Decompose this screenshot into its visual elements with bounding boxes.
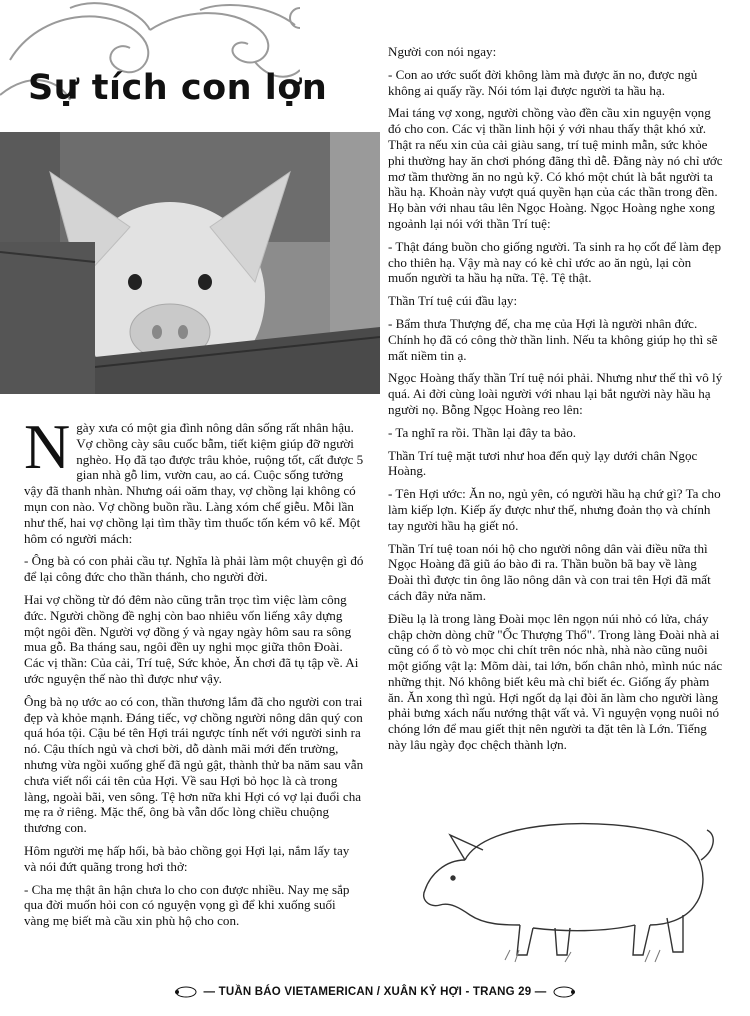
- footer-text: — TUẦN BÁO VIETAMERICAN / XUÂN KỶ HỢI - TRANG 29 —: [203, 986, 547, 999]
- paragraph: Thần Trí tuệ cúi đầu lạy:: [388, 293, 518, 309]
- drop-cap: N: [24, 411, 71, 482]
- paragraph: Điều lạ là trong làng Đoài mọc lên ngọn núi nhỏ có lửa, cháy chập chờn dòng chữ "Ốc Thượng Thổ". Trong làng Đoài nhà ai cũng có ổ tò vò mọc chi chít trên nóc nhà, nhà nào cũng nuôi một giống vật lạ: Mõm dài, tai lớn, bốn chân nhỏ, mình núc nác những thịt. Nó không biết kêu mà chỉ biết éc. Giống ấy phàm ăn. Ăn xong thì ngủ. Hợi ngốt dạ lại đòi ăn làm cho người làng phải bưng xách nấu nướng thật vất vả. Vì nguyện vọng nuôi nó chóng lớn để mau giết thịt nên người ta đặt tên là Lớn. Tiếng này lâu ngày đọc chệch thành lợn.: [388, 610, 723, 753]
- right-column: [388, 44, 724, 760]
- paragraph: - Ta nghĩ ra rồi. Thần lại đây ta bảo.: [388, 424, 577, 440]
- paragraph: Ngọc Hoàng thấy thần Trí tuệ nói phải. Nhưng như thế thì vô lý quá. Ai đời cùng loài người với nhau lại bắt người này hầu hạ người nọ. Bỗng Ngọc Hoàng reo lên:: [388, 370, 723, 417]
- paragraph: - Con ao ước suốt đời không làm mà được ăn no, được ngủ không ai quấy rầy. Nói tóm lại được người ta hầu hạ.: [388, 66, 698, 98]
- swirl-ornament: [0, 0, 300, 130]
- paragraph: Hai vợ chồng từ đó đêm nào cũng trằn trọc tìm việc làm công đức. Người chồng đề nghị còn bao nhiêu vốn liếng xây dựng một ngôi đền. Người vợ đồng ý và ngay ngày hôm sau ra sông mua gỗ. Ba tháng sau, ngôi đền uy nghi mọc giữa thôn Đoài. Các vị thần: Của cải, Trí tuệ, Sức khỏe, Ăn chơi đã tụ tập về. Ai ước nguyện thế nào thì được như vậy.: [24, 591, 359, 686]
- paragraph: Ngày xưa có một gia đình nông dân sống rất nhân hậu. Vợ chồng cày sâu cuốc bẫm, tiết kiệm giúp đỡ người nghèo. Họ đã tạo được trâu khỏe, ruộng tốt, cất được 5 gian nhà gỗ lim, vườn cau, ao cá. Cuộc sống tưởng vậy đã thanh nhàn. Nhưng oái oăm thay, vợ chồng lại không có mụn con nào. Vợ chồng buồn rầu. Làng xóm chế giễu. Mỗi lần như thế, hai vợ chồng lại tìm thầy tìm thuốc tốn kém vô kể. Một hôm có người mách:: [24, 411, 364, 546]
- piglet-photo: [0, 132, 380, 394]
- page-footer: [0, 986, 750, 998]
- paragraph: Mai táng vợ xong, người chồng vào đền cầu xin nguyện vọng đó cho con. Các vị thần linh hội ý với nhau thấy thật khó xử. Thật ra nếu xin của cải giàu sang, trí tuệ minh mẫn, sức khỏe phi thường hay ăn chơi phóng đãng thì dễ. Đằng này nó chỉ ước mơ tầm thường ăn no ngủ kỹ. Có khó một chút là bắt người ta hầu hạ. Khoản này vượt quá quyền hạn của các thần trong đền. Họ bàn với nhau tâu lên Ngọc Hoàng. Ngọc Hoàng nghe xong ngoảnh lại nói với thần Trí tuệ:: [388, 105, 723, 231]
- paragraph: Người con nói ngay:: [388, 44, 497, 59]
- paragraph: - Ông bà có con phải cầu tự. Nghĩa là phải làm một chuyện gì đó để lại công đức cho thần thánh, cho người đời.: [24, 553, 364, 585]
- pig-icon: [172, 986, 200, 998]
- paragraph: Hôm người mẹ hấp hối, bà bảo chồng gọi Hợi lại, nắm lấy tay và nói đứt quãng trong hơi thở:: [24, 842, 350, 874]
- pig-icon: [550, 986, 578, 998]
- paragraph: - Tên Hợi ước: Ăn no, ngủ yên, có người hầu hạ chứ gì? Ta cho làm kiếp lợn. Kiếp ấy được như thế, nhưng đoản thọ và chính tay người hầu hạ giết nó.: [388, 486, 721, 533]
- paragraph: - Bẩm thưa Thượng đế, cha mẹ của Hợi là người nhân đức. Chính họ đã có công thờ thần linh. Nếu ta không giúp họ thì sẽ mất niềm tin ạ.: [388, 315, 718, 363]
- paragraph: Thần Trí tuệ toan nói hộ cho người nông dân vài điều nữa thì Ngọc Hoàng đã giũ áo bào đi ra. Thần buồn bã bay về làng Đoài thì được tin ông lão nông dân và con trai tên Hợi đã mất cách đây nửa năm.: [388, 540, 711, 603]
- paragraph: - Thật đáng buồn cho giống người. Ta sinh ra họ cốt để làm đẹp cho thiên hạ. Vậy mà nay có kẻ chỉ ước ao ăn ngủ, lại còn muốn người ta hầu hạ nữa. Tệ. Tệ thật.: [388, 238, 721, 286]
- paragraph: - Cha mẹ thật ân hận chưa lo cho con được nhiều. Nay mẹ sắp qua đời muốn hỏi con có nguyện vọng gì để khi xuống suối vàng mẹ biết mà cầu xin phù hộ cho con.: [24, 881, 350, 929]
- paragraph: Thần Trí tuệ mặt tươi như hoa đến quỳ lạy dưới chân Ngọc Hoàng.: [388, 447, 698, 479]
- article-title: Sự tích con lợn: [28, 68, 328, 108]
- pig-drawing: [405, 790, 725, 970]
- left-column: [24, 411, 364, 936]
- paragraph: Ông bà nọ ước ao có con, thần thương lắm đã cho người con trai đẹp và khỏe mạnh. Đáng tiếc, vợ chồng người nông dân quý con quá hóa tội. Cậu bé tên Hợi trái ngược tính nết với người sinh ra nó. Cậu thích ngủ và chơi bời, dỗ dành mãi mới đến trường, nhưng vừa ngồi xuống ghế đã ngủ gật, thành thử ba năm sau vẫn chưa viết nổi cái tên của Hợi. Về sau Hợi bỏ học là cà trong làng, ngoài bãi, ven sông. Tệ hơn nữa khi Hợi có vợ lại đuổi cha mẹ ra ở riêng. Mặc thế, ông bà vẫn dốc lòng chiều chuộng thương con.: [24, 693, 364, 836]
